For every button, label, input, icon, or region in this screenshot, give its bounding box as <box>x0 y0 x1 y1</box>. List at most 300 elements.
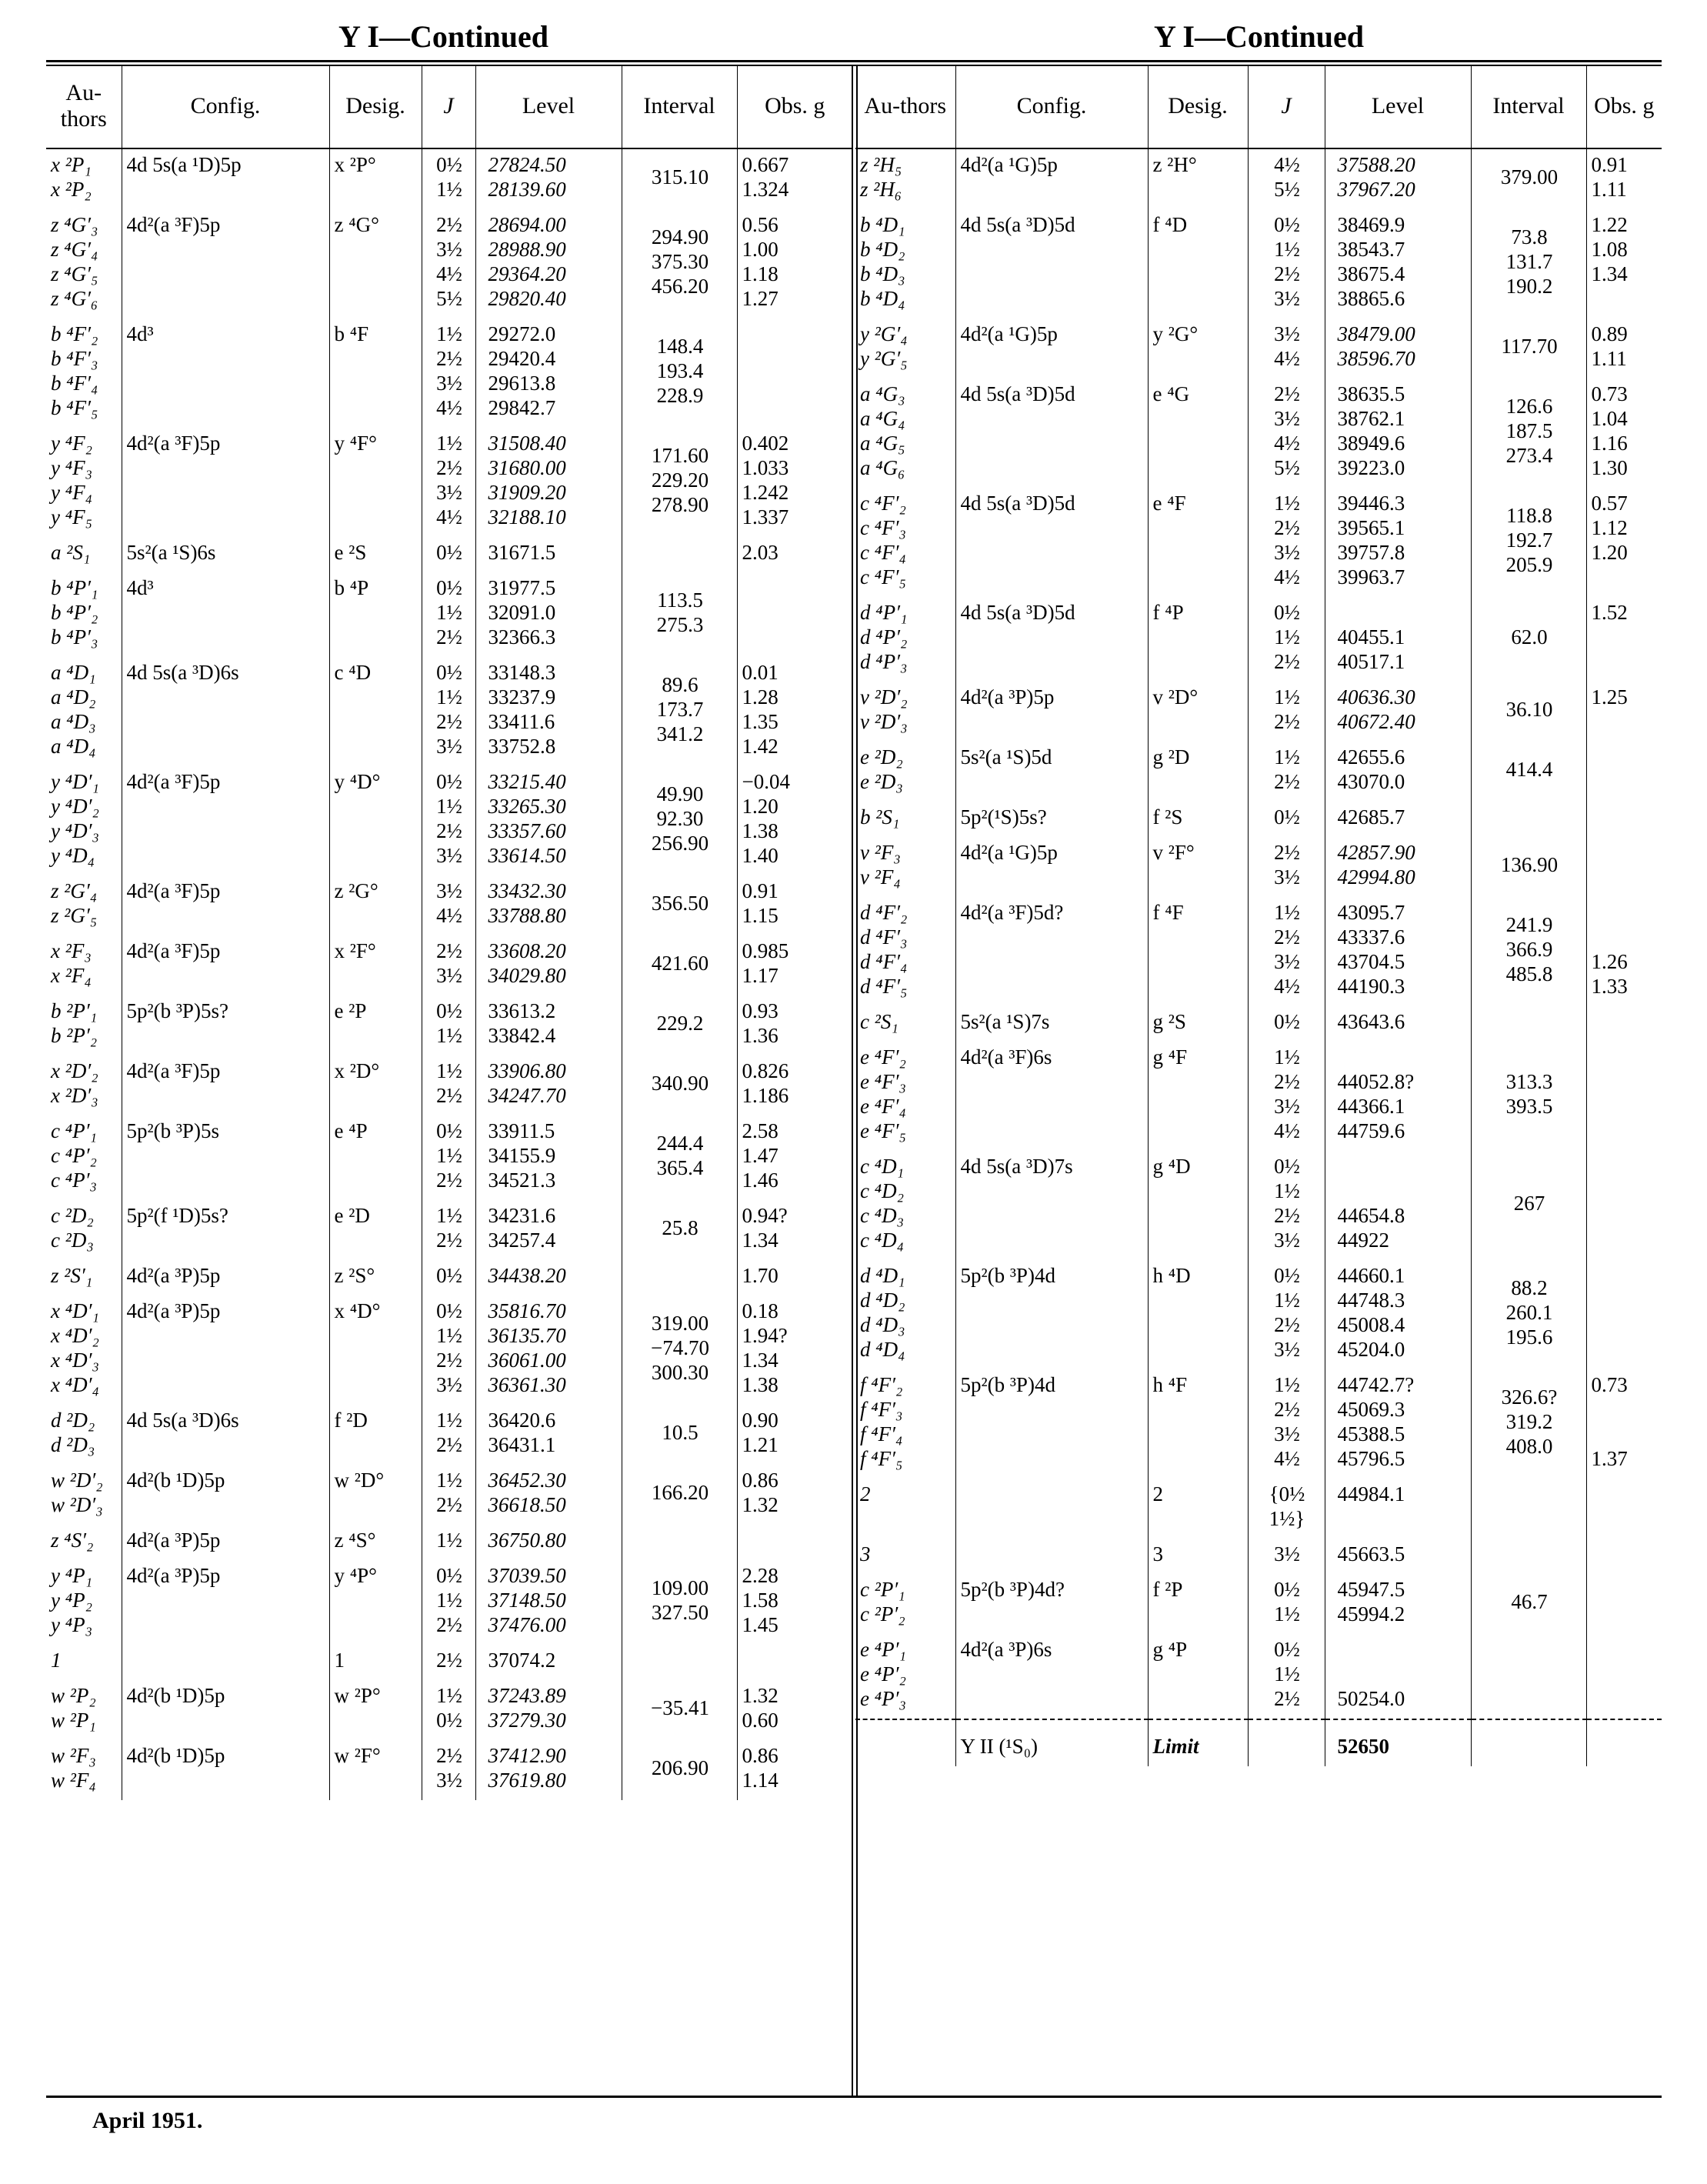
cell-line: f ⁴F <box>1152 901 1184 924</box>
cell-config <box>122 1525 329 1560</box>
cell-line: 1.20 <box>742 795 778 818</box>
cell-j <box>422 1680 475 1740</box>
cell-line: x ²P₁ <box>51 153 92 176</box>
cell-obs-g <box>737 1405 852 1465</box>
cell-line: 4d²(a ³F)5p <box>126 939 221 962</box>
cell-line: b ⁴D₁ <box>860 213 905 236</box>
cell-line: 36750.80 <box>488 1529 566 1552</box>
cell-line: 256.90 <box>651 832 709 855</box>
cell-config <box>122 935 329 995</box>
table-row <box>46 537 852 572</box>
cell-j <box>422 1260 475 1295</box>
cell-line: 39223.0 <box>1337 456 1405 479</box>
cell-authors <box>46 148 122 209</box>
cell-line: 1.25 <box>1591 685 1628 709</box>
cell-line: 366.9 <box>1505 938 1553 961</box>
cell-authors <box>46 766 122 875</box>
cell-line: 50254.0 <box>1337 1687 1405 1710</box>
cell-j <box>1248 1719 1325 1766</box>
cell-line: a ⁴G₄ <box>860 407 905 430</box>
cell-line: c ²S₁ <box>860 1010 899 1033</box>
cell-line: c ⁴D₁ <box>860 1155 905 1178</box>
cell-line: e ²S <box>334 541 367 564</box>
cell-level <box>1325 1719 1471 1766</box>
cell-line: 1½ <box>436 1059 462 1082</box>
cell-obs-g <box>1586 148 1662 209</box>
cell-line: 2½ <box>1274 650 1300 673</box>
cell-obs-g <box>737 572 852 657</box>
cell-line: 31508.40 <box>488 432 566 455</box>
table-row <box>855 837 1662 897</box>
cell-j <box>422 766 475 875</box>
cell-interval <box>1471 1719 1586 1766</box>
cell-line <box>678 541 683 564</box>
cell-line: 0½ <box>436 1709 462 1732</box>
cell-interval <box>622 875 737 935</box>
cell-authors <box>855 742 955 802</box>
cell-line: 28694.00 <box>488 213 566 236</box>
cell-line: 44984.1 <box>1337 1482 1405 1505</box>
cell-line: h ⁴F <box>1152 1373 1188 1396</box>
cell-line: 2.28 <box>742 1564 778 1587</box>
cell-line: 1.033 <box>742 456 789 479</box>
cell-line: 1.26 <box>1591 950 1628 973</box>
cell-line: 0½ <box>436 153 462 176</box>
cell-level <box>1325 148 1471 209</box>
cell-config <box>955 1479 1148 1539</box>
cell-line: 3½ <box>436 964 462 987</box>
cell-line: 2.58 <box>742 1119 778 1142</box>
cell-authors <box>855 378 955 488</box>
cell-desig <box>1148 209 1248 318</box>
cell-line: 33265.30 <box>488 795 566 818</box>
cell-authors <box>46 209 122 318</box>
cell-line: 3 <box>1152 1542 1163 1565</box>
cell-desig <box>329 1740 422 1800</box>
cell-config <box>955 802 1148 837</box>
cell-line: 42994.80 <box>1337 865 1415 889</box>
cell-obs-g <box>737 766 852 875</box>
cell-line: 0½ <box>1274 805 1300 829</box>
cell-line: 3½ <box>1274 1422 1300 1445</box>
cell-line: e ⁴F′₃ <box>860 1070 906 1093</box>
cell-line <box>1527 1495 1532 1518</box>
cell-desig <box>329 995 422 1055</box>
cell-line: e ⁴F <box>1152 492 1186 515</box>
cell-interval <box>622 1645 737 1680</box>
cell-obs-g <box>737 1525 852 1560</box>
cell-line: 44759.6 <box>1337 1119 1405 1142</box>
cell-line: b ⁴F <box>334 322 369 345</box>
cell-line: b ⁴F′₄ <box>51 372 98 395</box>
cell-line: 1½ <box>436 1684 462 1707</box>
cell-line: z ⁴G′₆ <box>51 287 98 310</box>
cell-line: 0.89 <box>1591 322 1628 345</box>
cell-line: 5½ <box>1274 178 1300 201</box>
cell-line: e ⁴F′₄ <box>860 1095 906 1118</box>
cell-line: 244.4 <box>656 1132 704 1155</box>
cell-desig <box>1148 897 1248 1006</box>
cell-line: y ⁴F₅ <box>51 505 92 528</box>
cell-line: 1.36 <box>742 1024 778 1047</box>
cell-line: 5p²(b ³P)5s <box>126 1119 219 1142</box>
cell-line: 1.16 <box>1591 432 1628 455</box>
cell-line: 166.20 <box>651 1481 709 1504</box>
cell-line: e ⁴P′₁ <box>860 1638 906 1661</box>
cell-line: 1½ <box>1274 1045 1300 1069</box>
cell-line <box>127 1649 132 1672</box>
cell-line: g ⁴F <box>1152 1045 1188 1069</box>
cell-line: 37967.20 <box>1337 178 1415 201</box>
cell-line: 10.5 <box>662 1421 698 1444</box>
cell-obs-g <box>737 657 852 766</box>
cell-line: e ²D <box>334 1204 370 1227</box>
cell-line: 341.2 <box>656 722 704 745</box>
cell-line: −0.04 <box>742 770 790 793</box>
cell-line: z ²S′₁ <box>51 1264 93 1287</box>
cell-level <box>1325 1006 1471 1042</box>
cell-line: 1.18 <box>742 262 778 285</box>
cell-line: 1.324 <box>742 178 789 201</box>
cell-line: 1½ <box>436 1529 462 1552</box>
cell-interval <box>1471 597 1586 682</box>
cell-level <box>1325 378 1471 488</box>
cell-line: 29364.20 <box>488 262 566 285</box>
cell-line: 3½ <box>436 879 462 902</box>
cell-line: 37476.00 <box>488 1613 566 1636</box>
cell-line: 36431.1 <box>488 1433 556 1456</box>
cell-obs-g <box>737 935 852 995</box>
cell-line: 1.20 <box>1591 541 1628 564</box>
cell-line: a ²S₁ <box>51 541 91 564</box>
cell-line: 267 <box>1513 1192 1545 1215</box>
cell-line: 1.42 <box>742 735 778 758</box>
cell-line: 45947.5 <box>1337 1578 1405 1601</box>
table-row <box>855 488 1662 597</box>
col-header-j: J <box>1248 65 1325 148</box>
cell-line: 43704.5 <box>1337 950 1405 973</box>
cell-line: 294.90 <box>651 225 709 248</box>
cell-line: x ²D° <box>334 1059 380 1082</box>
cell-line: 5p²(¹S)5s? <box>960 805 1047 829</box>
cell-interval <box>622 657 737 766</box>
table-row <box>855 1719 1662 1766</box>
cell-desig <box>329 428 422 537</box>
cell-line: 4d²(a ³P)5p <box>126 1299 221 1322</box>
cell-line: b ⁴P′₁ <box>51 576 98 599</box>
cell-line: 34231.6 <box>488 1204 556 1227</box>
cell-line: 1.40 <box>742 844 778 867</box>
cell-line: 241.9 <box>1505 913 1553 936</box>
cell-line <box>1527 1662 1532 1686</box>
cell-line: w ²D° <box>334 1469 385 1492</box>
cell-line: 2½ <box>1274 262 1300 285</box>
table-row <box>46 875 852 935</box>
cell-j <box>422 1295 475 1405</box>
cell-line: 4½ <box>436 396 462 419</box>
cell-line: d ²D₂ <box>51 1409 95 1432</box>
cell-line: a ⁴D₃ <box>51 710 96 733</box>
table-row <box>855 1574 1662 1634</box>
cell-line: 173.7 <box>656 698 704 721</box>
cell-line: z ⁴G° <box>334 213 379 236</box>
cell-j <box>422 1405 475 1465</box>
cell-line: 2 <box>1152 1482 1163 1505</box>
cell-line: f ⁴F′₂ <box>860 1373 903 1396</box>
cell-line: 33148.3 <box>488 661 556 684</box>
cell-authors <box>855 1479 955 1539</box>
cell-level <box>475 1465 622 1525</box>
cell-authors <box>46 1200 122 1260</box>
cell-line: 319.2 <box>1505 1410 1553 1433</box>
cell-line: 40455.1 <box>1337 625 1405 649</box>
cell-line: z ⁴S′₂ <box>51 1529 94 1552</box>
cell-line: v ²D′₂ <box>860 685 908 709</box>
cell-line: 45994.2 <box>1337 1602 1405 1625</box>
cell-line: 2½ <box>1274 1687 1300 1710</box>
cell-authors <box>855 897 955 1006</box>
table-row <box>46 1525 852 1560</box>
cell-interval <box>622 1055 737 1115</box>
cell-j <box>1248 1539 1325 1574</box>
cell-line <box>1592 1638 1597 1661</box>
cell-interval <box>1471 1574 1586 1634</box>
cell-line: 0½ <box>436 541 462 564</box>
cell-line: y ⁴D′₂ <box>51 795 99 818</box>
cell-line <box>1338 601 1343 624</box>
cell-line: 1½} <box>1269 1507 1305 1530</box>
bottom-rule <box>46 2096 1662 2098</box>
cell-line: w ²P° <box>334 1684 381 1707</box>
cell-level <box>1325 1369 1471 1479</box>
cell-line: 31680.00 <box>488 456 566 479</box>
cell-interval <box>622 1560 737 1645</box>
cell-line: y ⁴D′₁ <box>51 770 99 793</box>
cell-line: x ⁴D′₄ <box>51 1373 99 1396</box>
cell-line: y ⁴F° <box>334 432 377 455</box>
cell-interval <box>622 1200 737 1260</box>
cell-line: 421.60 <box>651 952 709 975</box>
cell-line: z ²G′₄ <box>51 879 98 902</box>
header-row <box>855 65 1662 148</box>
cell-line: a ⁴G₃ <box>860 382 905 405</box>
cell-line: 45008.4 <box>1337 1313 1405 1336</box>
cell-level <box>475 1295 622 1405</box>
cell-line: 3½ <box>1274 1229 1300 1252</box>
cell-line: f ⁴P <box>1152 601 1184 624</box>
cell-config <box>955 1634 1148 1719</box>
cell-line: 39757.8 <box>1337 541 1405 564</box>
cell-desig <box>1148 1006 1248 1042</box>
cell-line: d ⁴F′₅ <box>860 975 908 998</box>
cell-line: −35.41 <box>651 1696 709 1719</box>
cell-line: 5p²(b ³P)5s? <box>126 999 228 1022</box>
cell-desig <box>329 1200 422 1260</box>
cell-line: 38596.70 <box>1337 347 1415 370</box>
cell-obs-g <box>737 875 852 935</box>
cell-line: 5s²(a ¹S)7s <box>960 1010 1050 1033</box>
cell-config <box>955 682 1148 742</box>
cell-line: x ²D′₃ <box>51 1084 98 1107</box>
cell-line: d ⁴P′₁ <box>860 601 908 624</box>
cell-line: 1½ <box>436 1469 462 1492</box>
cell-config <box>122 318 329 428</box>
cell-line: 43337.6 <box>1337 925 1405 949</box>
cell-line: 2½ <box>1274 1070 1300 1093</box>
cell-level <box>1325 742 1471 802</box>
cell-line: f ⁴F′₅ <box>860 1447 903 1470</box>
cell-line: 37243.89 <box>488 1684 566 1707</box>
cell-line: 1½ <box>1274 1289 1300 1312</box>
cell-line <box>742 576 748 599</box>
cell-line: 229.20 <box>651 468 709 492</box>
cell-line: 0½ <box>1274 1578 1300 1601</box>
cell-line: 1½ <box>1274 492 1300 515</box>
cell-line: 1.30 <box>1591 456 1628 479</box>
cell-line: g ⁴D <box>1152 1155 1191 1178</box>
cell-line: 2½ <box>436 710 462 733</box>
cell-line: 42857.90 <box>1337 841 1415 864</box>
cell-interval <box>1471 1042 1586 1151</box>
cell-line: d ⁴F′₃ <box>860 925 908 949</box>
cell-config <box>955 1719 1148 1766</box>
cell-line: 1 <box>334 1649 345 1672</box>
cell-line: 32366.3 <box>488 625 556 649</box>
cell-line: 2½ <box>436 1613 462 1636</box>
cell-obs-g <box>1586 1719 1662 1766</box>
cell-j <box>422 148 475 209</box>
cell-line: 36420.6 <box>488 1409 556 1432</box>
table-row <box>46 1260 852 1295</box>
cell-line: 31977.5 <box>488 576 556 599</box>
cell-j <box>1248 1634 1325 1719</box>
cell-authors <box>46 428 122 537</box>
cell-line: x ²P₂ <box>51 178 92 201</box>
cell-level <box>475 1200 622 1260</box>
cell-desig <box>329 1405 422 1465</box>
cell-line <box>742 322 748 345</box>
cell-line: 44190.3 <box>1337 975 1405 998</box>
cell-line <box>1285 1735 1290 1758</box>
cell-line: e ⁴P′₃ <box>860 1687 906 1710</box>
cell-interval <box>622 1740 737 1800</box>
cell-line: 2½ <box>436 819 462 842</box>
cell-authors <box>46 1115 122 1200</box>
cell-j <box>1248 488 1325 597</box>
cell-line: 36618.50 <box>488 1493 566 1516</box>
cell-line: 0½ <box>436 1119 462 1142</box>
cell-line: 2½ <box>436 347 462 370</box>
cell-line: f ²P <box>1152 1578 1183 1601</box>
cell-line: b ⁴F′₂ <box>51 322 98 345</box>
col-header-authors: Au-thors <box>855 65 955 148</box>
cell-line: 315.10 <box>651 165 709 188</box>
cell-line: 0.86 <box>742 1744 778 1767</box>
cell-line: 44654.8 <box>1337 1204 1405 1227</box>
cell-line: 278.90 <box>651 493 709 516</box>
cell-line: 1.33 <box>1591 975 1628 998</box>
cell-line: 37412.90 <box>488 1744 566 1767</box>
cell-line: 4d 5s(a ³D)5d <box>960 382 1075 405</box>
cell-line: 4d 5s(a ³D)5d <box>960 601 1075 624</box>
cell-line: 365.4 <box>656 1156 704 1179</box>
cell-line: x ²F° <box>334 939 376 962</box>
cell-line: 29842.7 <box>488 396 556 419</box>
cell-j <box>1248 742 1325 802</box>
cell-line: y ⁴D° <box>334 770 381 793</box>
cell-interval <box>622 148 737 209</box>
cell-level <box>1325 597 1471 682</box>
cell-config <box>122 657 329 766</box>
cell-line: 1½ <box>1274 1662 1300 1686</box>
cell-obs-g <box>1586 488 1662 597</box>
cell-line: 0½ <box>436 770 462 793</box>
cell-level <box>475 572 622 657</box>
cell-line: −74.70 <box>651 1336 709 1359</box>
cell-line: 148.4 <box>656 335 704 358</box>
cell-line: 43095.7 <box>1337 901 1405 924</box>
cell-line <box>742 1529 748 1552</box>
cell-line: 136.90 <box>1500 853 1559 876</box>
cell-obs-g <box>1586 1369 1662 1479</box>
cell-line: 38635.5 <box>1337 382 1405 405</box>
table-row <box>855 1260 1662 1369</box>
col-header-desig: Desig. <box>1148 65 1248 148</box>
cell-level <box>1325 488 1471 597</box>
cell-line: c ⁴D₃ <box>860 1204 905 1227</box>
cell-line: 2½ <box>1274 710 1300 733</box>
cell-line: 44366.1 <box>1337 1095 1405 1118</box>
cell-line: w ²P₂ <box>51 1684 96 1707</box>
cell-line: w ²F₃ <box>51 1744 96 1767</box>
cell-level <box>475 1680 622 1740</box>
cell-line <box>1592 805 1597 829</box>
cell-line: 375.30 <box>651 250 709 273</box>
cell-line: 0.667 <box>742 153 789 176</box>
cell-line <box>678 1649 683 1672</box>
cell-authors <box>46 1465 122 1525</box>
cell-config <box>955 378 1148 488</box>
cell-line: y ⁴P₃ <box>51 1613 92 1636</box>
cell-line: 393.5 <box>1505 1095 1553 1118</box>
cell-level <box>1325 209 1471 318</box>
cell-line: 3½ <box>436 238 462 261</box>
cell-line: y ²G′₅ <box>860 347 908 370</box>
cell-level <box>1325 802 1471 837</box>
cell-line <box>1527 1735 1532 1758</box>
table-row <box>855 1042 1662 1151</box>
cell-j <box>1248 148 1325 209</box>
cell-line: 34155.9 <box>488 1144 556 1167</box>
cell-line: 3½ <box>436 481 462 504</box>
cell-line: 39963.7 <box>1337 565 1405 589</box>
cell-line: 33614.50 <box>488 844 566 867</box>
cell-line: d ⁴D₄ <box>860 1338 905 1361</box>
cell-line: 1.35 <box>742 710 778 733</box>
cell-j <box>422 1115 475 1200</box>
cell-line: y ⁴P° <box>334 1564 377 1587</box>
cell-line: 3 <box>860 1542 871 1565</box>
cell-line <box>1592 1045 1597 1069</box>
cell-desig <box>329 1525 422 1560</box>
cell-line: 1½ <box>436 795 462 818</box>
cell-line: 1½ <box>436 1324 462 1347</box>
cell-desig <box>329 318 422 428</box>
cell-j <box>422 1465 475 1525</box>
cell-config <box>122 1115 329 1200</box>
cell-line: 229.2 <box>656 1012 704 1035</box>
cell-authors <box>46 875 122 935</box>
